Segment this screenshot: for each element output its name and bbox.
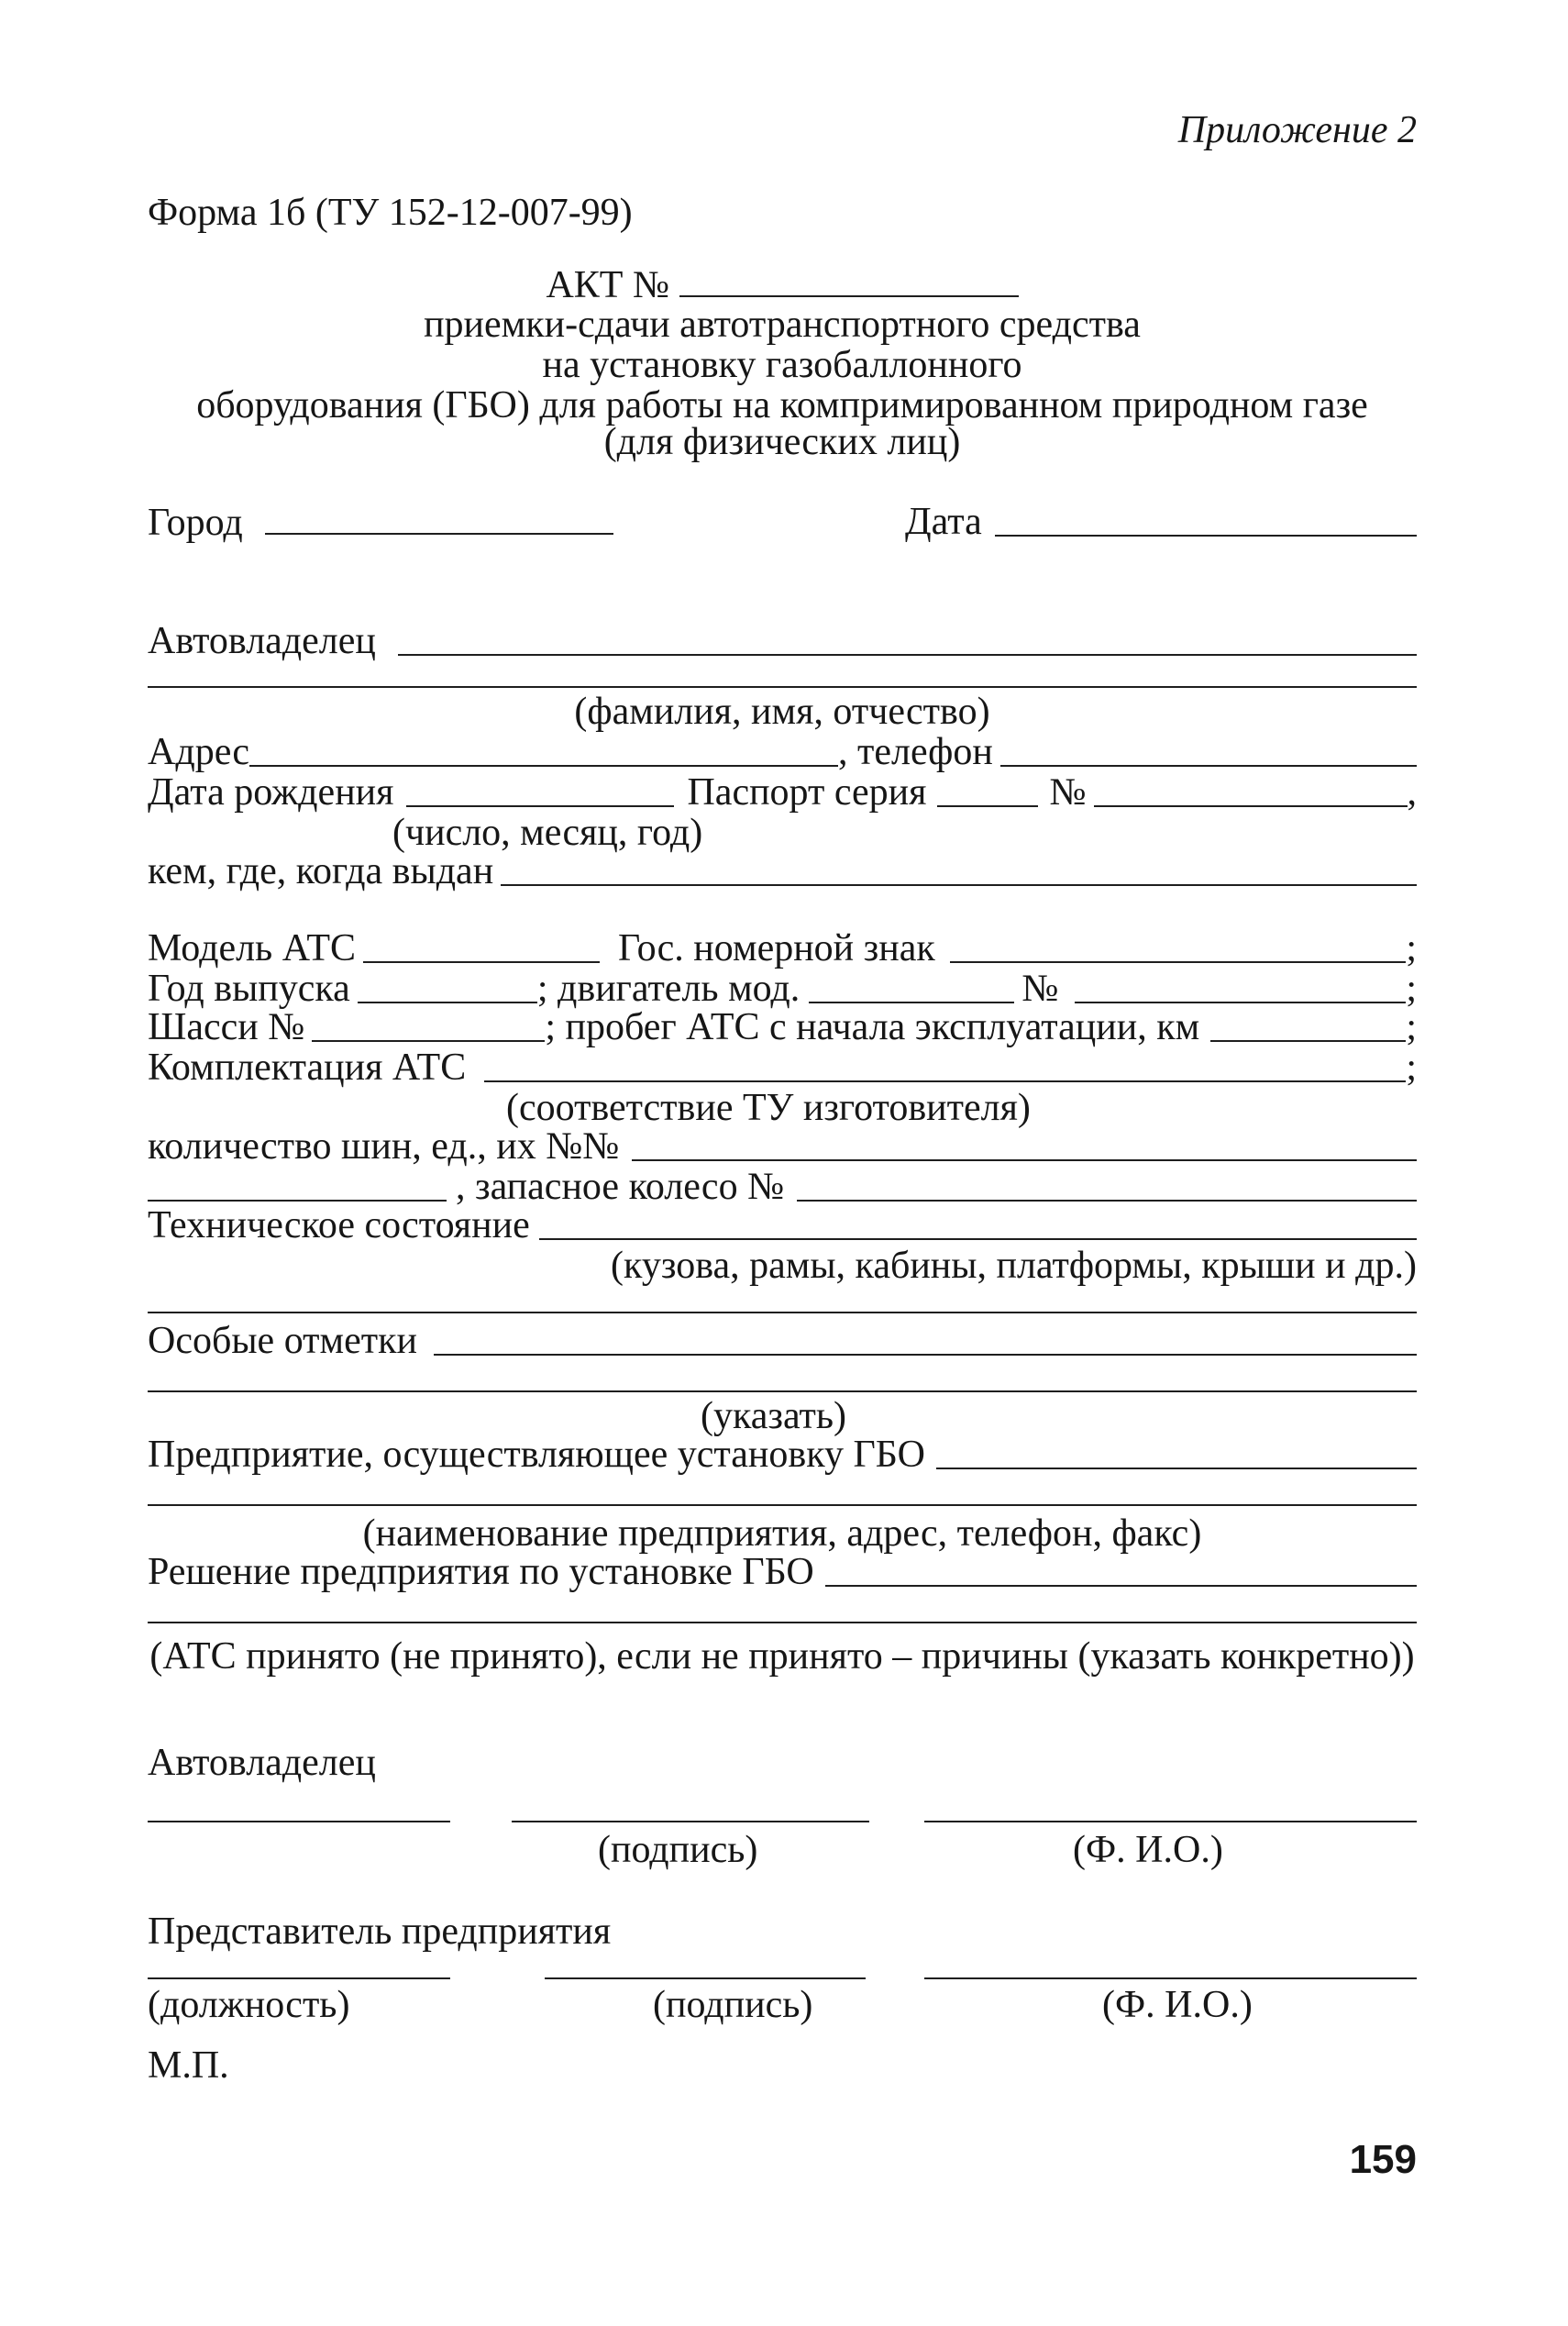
address-row bbox=[148, 730, 1417, 774]
model-label: Модель АТС bbox=[148, 927, 357, 969]
spare-field[interactable] bbox=[797, 1167, 1417, 1202]
tires-field-continued[interactable] bbox=[148, 1167, 447, 1202]
city-field[interactable] bbox=[265, 500, 613, 535]
chassis-label: Шасси № bbox=[148, 1006, 305, 1048]
issued-field[interactable] bbox=[501, 851, 1417, 886]
year-label: Год выпуска bbox=[148, 968, 350, 1010]
city-date-row bbox=[148, 500, 1417, 544]
position-hint: (должность) bbox=[148, 1984, 350, 2026]
passport-number-label: № bbox=[1049, 771, 1087, 814]
tech-row bbox=[148, 1203, 1417, 1247]
installer-hint: (наименование предприятия, адрес, телефон, факс) bbox=[362, 1512, 1202, 1555]
decision-hint: (АТС принято (не принято), если не принято – причины (указать конкретно)) bbox=[149, 1635, 1415, 1678]
representative-signature-line[interactable] bbox=[545, 1977, 866, 1979]
title-line-5: (для физических лиц) bbox=[603, 421, 961, 463]
tech-hint: (кузова, рамы, кабины, платформы, крыши и др.) bbox=[611, 1245, 1417, 1287]
owner-field[interactable] bbox=[398, 621, 1417, 656]
comma-mark: , bbox=[1407, 771, 1417, 814]
installer-field[interactable] bbox=[936, 1434, 1417, 1469]
semicolon-mark: ; bbox=[1406, 1006, 1417, 1048]
owner-hint: (фамилия, имя, отчество) bbox=[574, 691, 990, 733]
issued-row bbox=[148, 849, 1417, 893]
special-field[interactable] bbox=[434, 1321, 1417, 1356]
page-number: 159 bbox=[1349, 2137, 1417, 2182]
plate-field[interactable] bbox=[950, 928, 1407, 963]
title-line-2: приемки-сдачи автотранспортного средства bbox=[424, 304, 1141, 346]
engine-model-field[interactable] bbox=[809, 969, 1014, 1003]
address-label: Адрес bbox=[148, 731, 250, 773]
owner-signature-line[interactable] bbox=[512, 1821, 869, 1822]
equipment-field[interactable] bbox=[484, 1047, 1406, 1082]
semicolon-mark: ; bbox=[1406, 927, 1417, 969]
chassis-field[interactable] bbox=[312, 1007, 545, 1042]
tech-field-line-2[interactable] bbox=[148, 1312, 1417, 1313]
passport-series-field[interactable] bbox=[937, 772, 1038, 807]
mileage-field[interactable] bbox=[1210, 1007, 1406, 1042]
tires-label: количество шин, ед., их №№ bbox=[148, 1125, 620, 1168]
representative-fio-line[interactable] bbox=[924, 1977, 1417, 1979]
special-field-line-2[interactable] bbox=[148, 1390, 1417, 1392]
special-row bbox=[148, 1319, 1417, 1363]
title-line-3: на установку газобаллонного bbox=[542, 344, 1022, 386]
owner-label: Автовладелец bbox=[148, 620, 376, 662]
installer-label: Предприятие, осуществляющее установку ГБО bbox=[148, 1434, 925, 1476]
birth-date-label: Дата рождения bbox=[148, 771, 394, 814]
owner-signature-hint: (подпись) bbox=[598, 1829, 758, 1871]
address-field[interactable] bbox=[249, 732, 838, 767]
act-number-blank[interactable] bbox=[679, 262, 1019, 297]
owner-blank-line[interactable] bbox=[148, 1821, 450, 1822]
date-label: Дата bbox=[905, 501, 982, 543]
spare-label: , запасное колесо № bbox=[456, 1166, 785, 1208]
representative-signature-hint: (подпись) bbox=[653, 1984, 813, 2026]
semicolon-mark: ; bbox=[1406, 968, 1417, 1010]
passport-series-label: Паспорт серия bbox=[687, 771, 927, 814]
appendix-label: Приложение 2 bbox=[1177, 109, 1417, 151]
owner-fio-line[interactable] bbox=[924, 1821, 1417, 1822]
phone-field[interactable] bbox=[1000, 732, 1417, 767]
owner-field-line-2[interactable] bbox=[148, 686, 1417, 688]
model-row bbox=[148, 926, 1417, 970]
birth-hint: (число, месяц, год) bbox=[392, 812, 703, 854]
position-line[interactable] bbox=[148, 1977, 450, 1979]
date-field[interactable] bbox=[995, 502, 1417, 537]
form-label: Форма 1б (ТУ 152-12-007-99) bbox=[148, 192, 633, 234]
spare-row bbox=[148, 1165, 1417, 1209]
engine-number-field[interactable] bbox=[1075, 969, 1406, 1003]
equipment-row bbox=[148, 1046, 1417, 1090]
decision-field-line-2[interactable] bbox=[148, 1622, 1417, 1623]
phone-label: , телефон bbox=[838, 731, 993, 773]
stamp-label: М.П. bbox=[148, 2044, 229, 2087]
equipment-label: Комплектация АТС bbox=[148, 1047, 467, 1089]
semicolon-mark: ; bbox=[1406, 1047, 1417, 1089]
plate-label: Гос. номерной знак bbox=[618, 927, 935, 969]
tires-row bbox=[148, 1124, 1417, 1169]
owner-fio-hint: (Ф. И.О.) bbox=[1073, 1829, 1223, 1871]
mileage-label: ; пробег АТС с начала эксплуатации, км bbox=[545, 1006, 1200, 1048]
engine-label: ; двигатель мод. bbox=[536, 968, 801, 1010]
installer-row bbox=[148, 1433, 1417, 1477]
installer-field-line-2[interactable] bbox=[148, 1504, 1417, 1506]
issued-label: кем, где, когда выдан bbox=[148, 850, 494, 892]
chassis-row bbox=[148, 1005, 1417, 1049]
tires-field[interactable] bbox=[632, 1126, 1417, 1161]
model-field[interactable] bbox=[363, 928, 600, 963]
act-title: АКТ № bbox=[148, 262, 1417, 306]
decision-row bbox=[148, 1550, 1417, 1594]
tech-label: Техническое состояние bbox=[148, 1204, 530, 1246]
engine-number-label: № bbox=[1021, 968, 1059, 1010]
year-row bbox=[148, 967, 1417, 1011]
birth-date-field[interactable] bbox=[406, 772, 674, 807]
title-line-4: оборудования (ГБО) для работы на компримированном природном газе bbox=[196, 384, 1368, 426]
special-label: Особые отметки bbox=[148, 1320, 417, 1362]
owner-row bbox=[148, 619, 1417, 663]
city-label: Город bbox=[148, 502, 243, 544]
equipment-hint: (соответствие ТУ изготовителя) bbox=[506, 1087, 1031, 1129]
decision-label: Решение предприятия по установке ГБО bbox=[148, 1551, 814, 1593]
birth-passport-row bbox=[148, 770, 1417, 814]
special-hint: (указать) bbox=[701, 1395, 847, 1437]
representative-label: Представитель предприятия bbox=[148, 1911, 612, 1953]
tech-field[interactable] bbox=[539, 1205, 1417, 1240]
representative-fio-hint: (Ф. И.О.) bbox=[1102, 1984, 1253, 2026]
owner-signature-label: Автовладелец bbox=[148, 1742, 376, 1784]
decision-field[interactable] bbox=[825, 1552, 1417, 1587]
year-field[interactable] bbox=[358, 969, 537, 1003]
passport-number-field[interactable] bbox=[1094, 772, 1408, 807]
